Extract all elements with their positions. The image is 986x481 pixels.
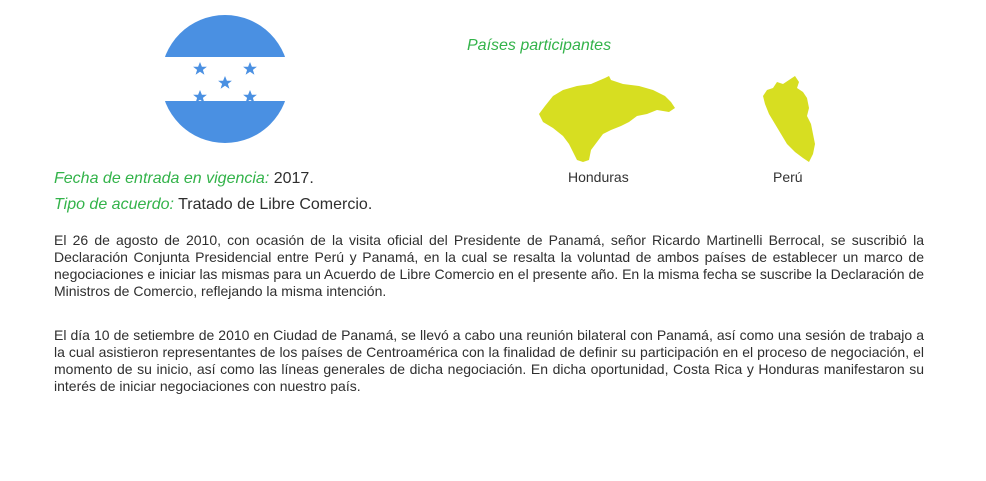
honduras-flag-icon bbox=[161, 15, 289, 143]
honduras-map-icon bbox=[539, 76, 677, 164]
entry-date-label: Fecha de entrada en vigencia: bbox=[54, 170, 270, 187]
entry-date-value: 2017. bbox=[273, 170, 314, 187]
participants-title: Países participantes bbox=[467, 37, 612, 54]
country-label-honduras: Honduras bbox=[568, 169, 629, 185]
agreement-type-label: Tipo de acuerdo: bbox=[54, 196, 174, 213]
body-paragraph-2: El día 10 de setiembre de 2010 en Ciudad de Panamá, se llevó a cabo una reunión bilateral con Panamá, así como una sesión de trabajo a la cual asistieron representantes de los países de Centroamérica con la finalidad de definir su participación en el proceso de negociación, el momento de su inicio, así como las líneas generales de dicha negociación. En dicha oportunidad, Costa Rica y Honduras manifestaron su interés de iniciar negociaciones con nuestro país. bbox=[54, 327, 924, 394]
body-paragraph-1: El 26 de agosto de 2010, con ocasión de la visita oficial del Presidente de Panamá, señor Ricardo Martinelli Berrocal, se suscribió la Declaración Conjunta Presidencial entre Perú y Panamá, en la cual se resalta la voluntad de ambos países de establecer un marco de negociaciones e iniciar las mismas para un Acuerdo de Libre Comercio en el presente año. En la misma fecha se suscribe la Declaración de Ministros de Comercio, reflejando la misma intención. bbox=[54, 232, 925, 299]
flag-bottom-stripe bbox=[161, 101, 289, 143]
flag-top-stripe bbox=[161, 15, 289, 57]
agreement-type-line bbox=[54, 196, 372, 214]
country-label-peru: Perú bbox=[773, 169, 803, 185]
peru-map-icon bbox=[763, 76, 815, 162]
entry-date-line bbox=[54, 170, 314, 188]
agreement-type-value: Tratado de Libre Comercio. bbox=[178, 196, 373, 213]
